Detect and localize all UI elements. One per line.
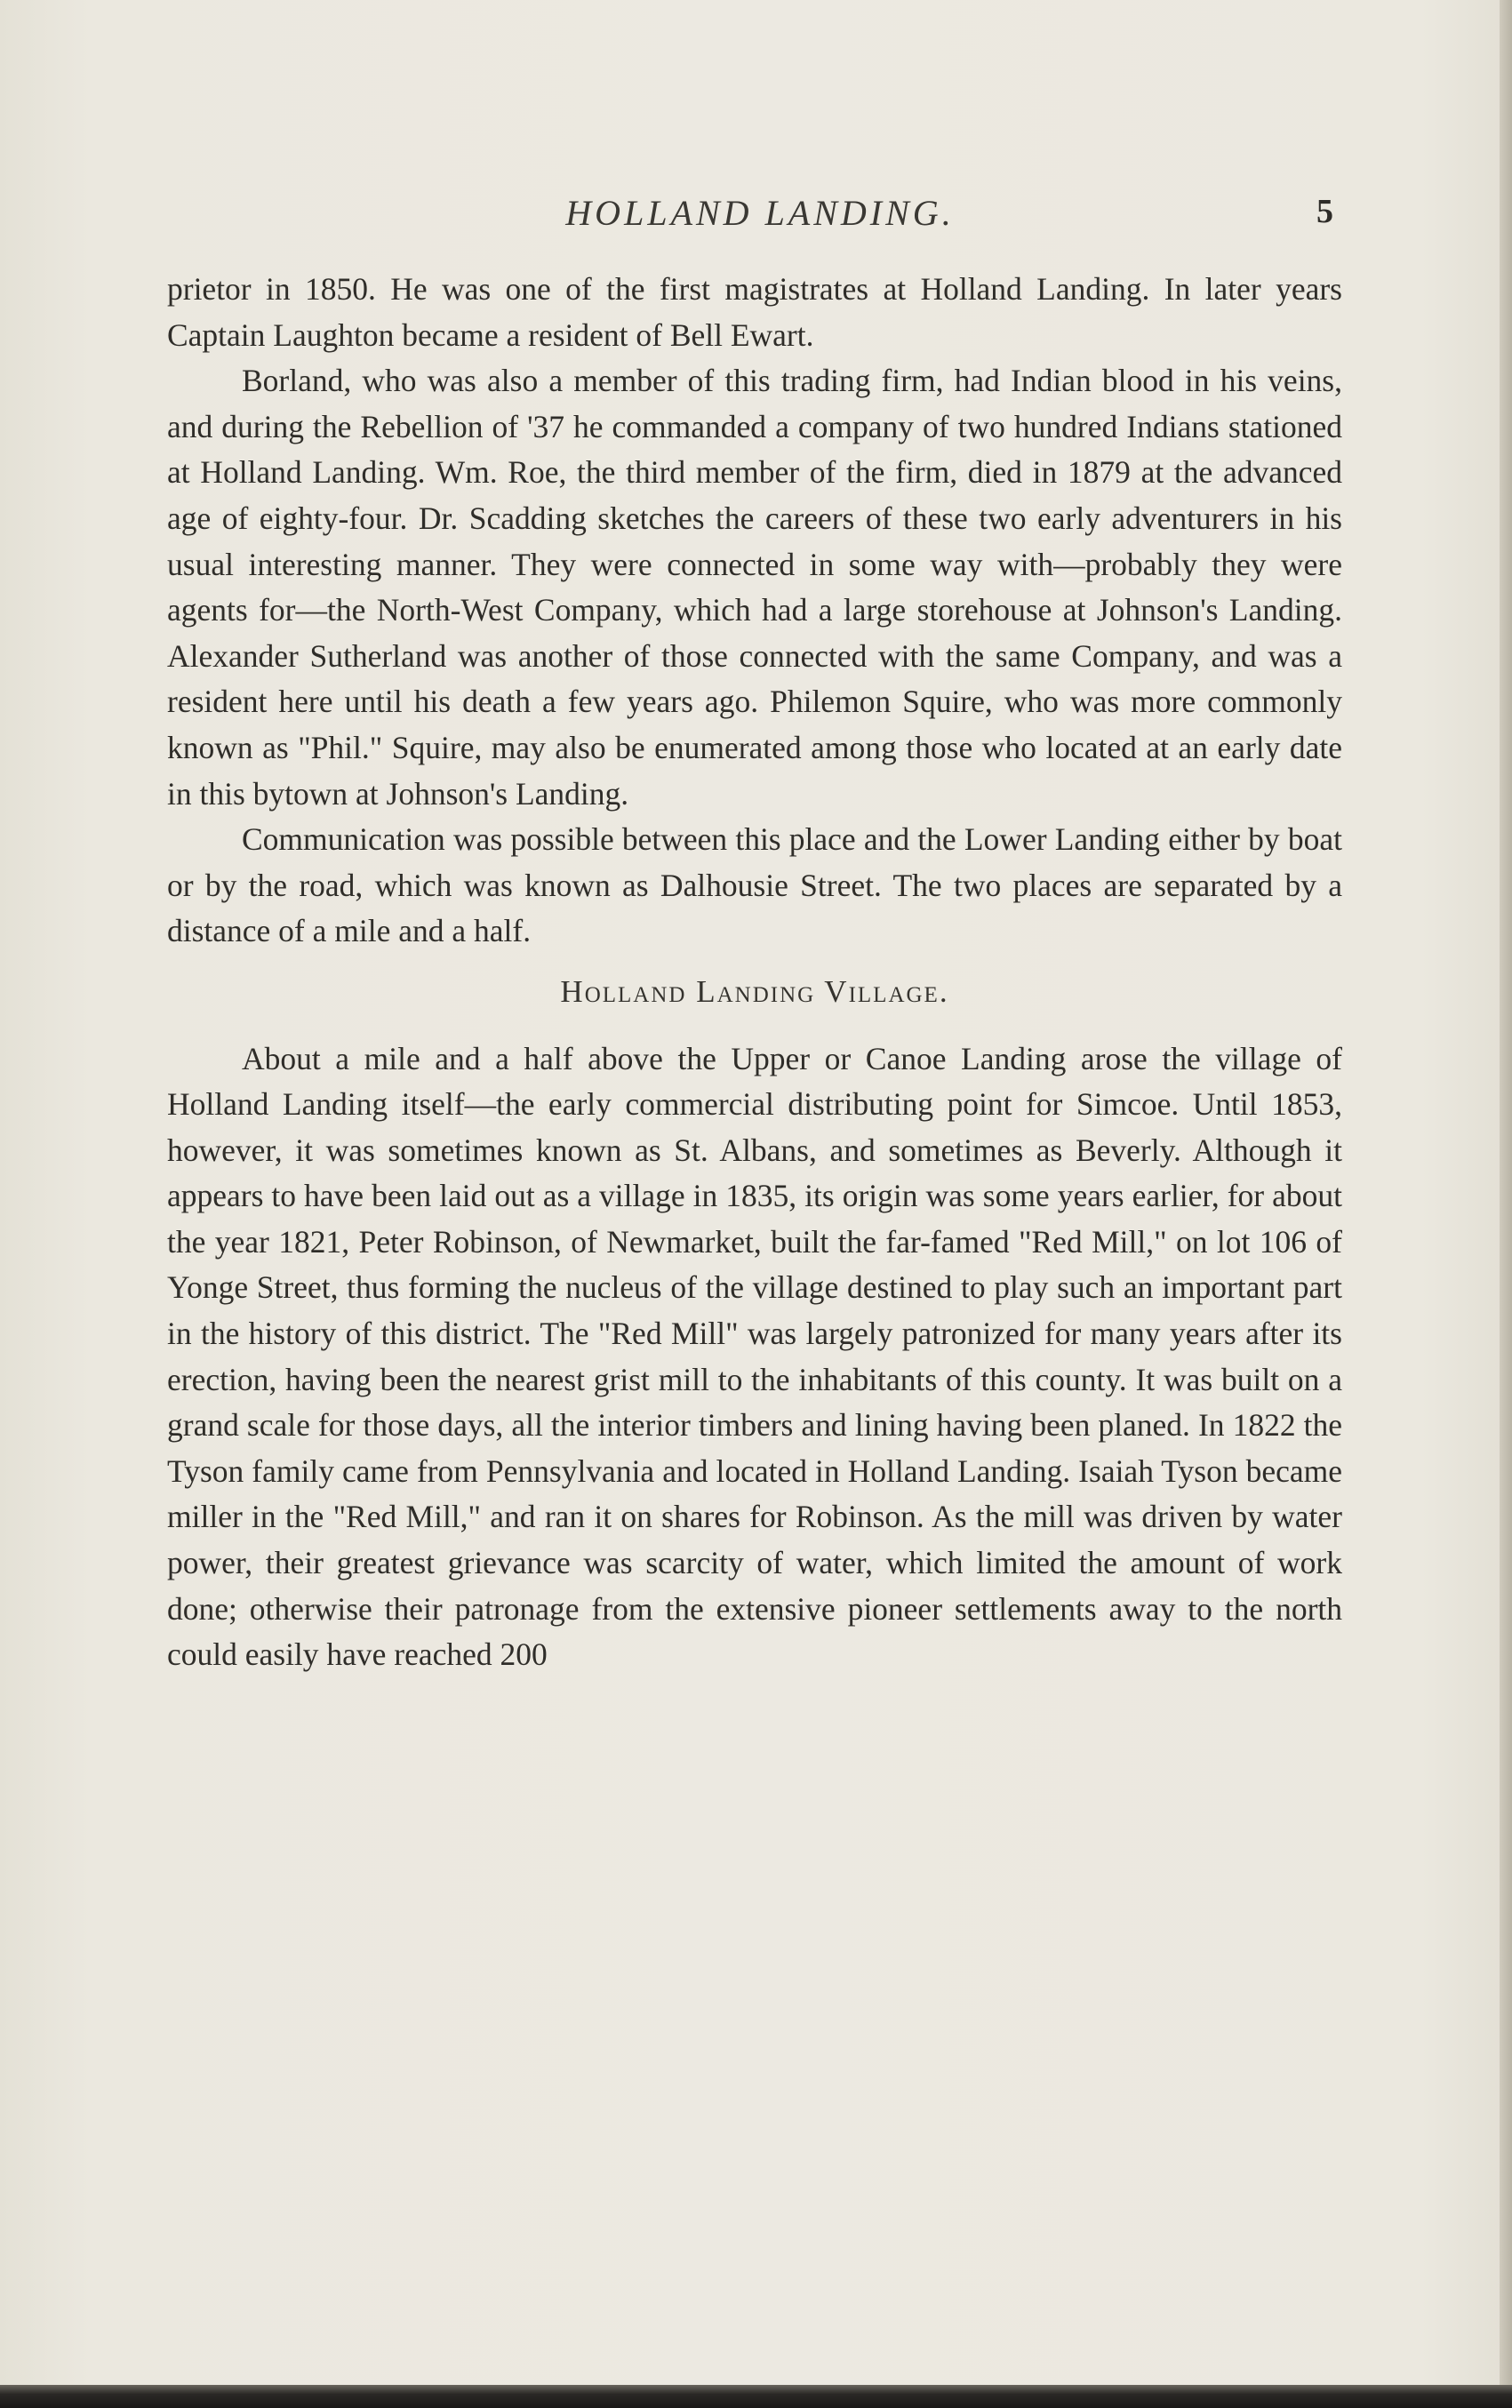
- running-header: [169, 192, 1351, 245]
- page-number: 5: [1316, 193, 1333, 230]
- paragraph-1: prietor in 1850. He was one of the first magistrates at Holland Landing. In later years Captain Laughton became a resident of Bell Ewart.: [167, 271, 1342, 353]
- paragraph-4: About a mile and a half above the Upper or Canoe Landing arose the village of Holland Landing itself—the early commercial distributing point for Simcoe. Until 1853, however, it was sometimes known as St. Albans, and sometimes as Beverly. Although it appears to have been laid out as a village in 1835, its origin was some years earlier, for about the year 1821, Peter Robinson, of Newmarket, built the far-famed "Red Mill," on lot 106 of Yonge Street, thus forming the nucleus of the village destined to play such an important part in the history of this district. The "Red Mill" was largely patronized for many years after its erection, having been the nearest grist mill to the inhabitants of this county. It was built on a grand scale for those days, all the interior timbers and lining having been planed. In 1822 the Tyson family came from Pennsylvania and located in Holland Landing. Isaiah Tyson became miller in the "Red Mill," and ran it on shares for Robinson. As the mill was driven by water power, their greatest grievance was scarcity of water, which limited the amount of work done; otherwise their patronage from the extensive pioneer settlements away to the north could easily have reached 200: [167, 1040, 1342, 1673]
- paragraph-3: Communication was possible between this place and the Lower Landing either by boat or by the road, which was known as Dalhousie Street. The two places are separated by a distance of a mile and a half.: [167, 821, 1342, 949]
- paragraph-2: Borland, who was also a member of this trading firm, had Indian blood in his veins, and during the Rebellion of '37 he commanded a company of two hundred Indians stationed at Holland Landing. Wm. Roe, the third member of the firm, died in 1879 at the advanced age of eighty-four. Dr. Scadding sketches the careers of these two early adventurers in his usual interesting manner. They were connected in some way with—probably they were agents for—the North-West Company, which had a large storehouse at Johnson's Landing. Alexander Sutherland was another of those connected with the same Company, and was a resident here until his death a few years ago. Philemon Squire, who was more commonly known as "Phil." Squire, may also be enumerated among those who located at an early date in this bytown at Johnson's Landing.: [167, 363, 1342, 812]
- section-heading: Holland Landing Village.: [560, 973, 949, 1009]
- page-edge-shadow: [1500, 0, 1512, 2408]
- page-bottom-edge: [0, 2385, 1512, 2408]
- running-title: HOLLAND LANDING.: [565, 193, 955, 233]
- body-text: [167, 267, 1342, 1678]
